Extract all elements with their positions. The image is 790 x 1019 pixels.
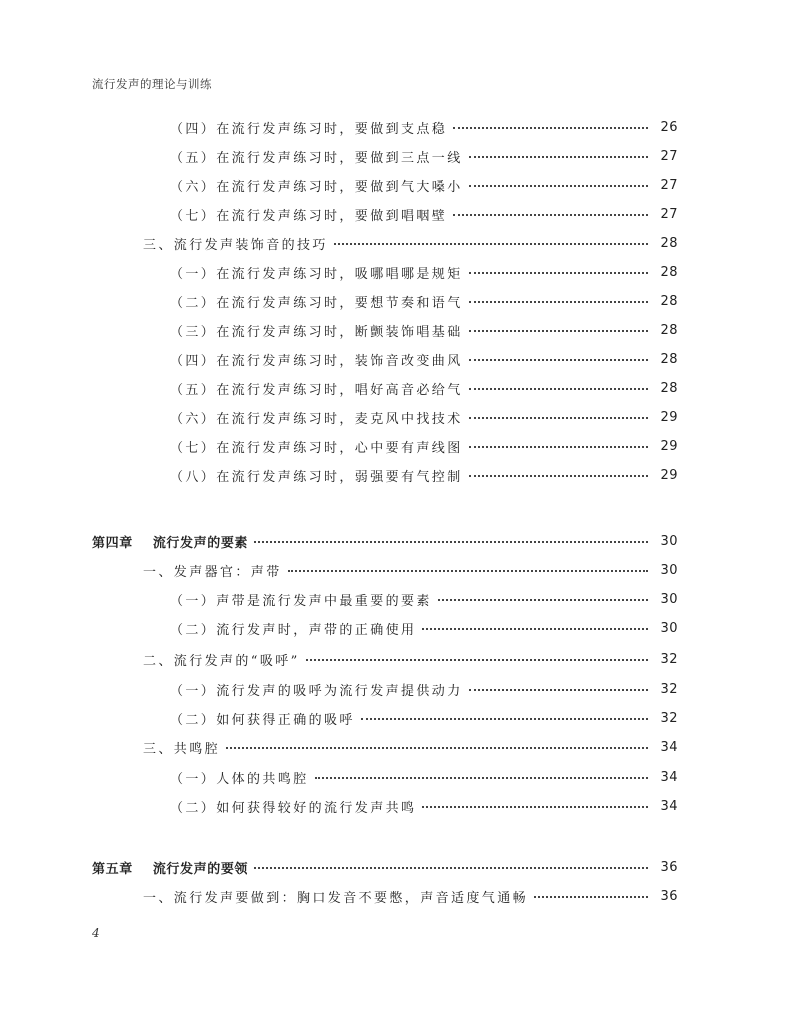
toc-entry-title: （一）人体的共鸣腔 (170, 771, 309, 787)
toc-page-number: 27 (660, 177, 678, 193)
toc-entry-title: （四）在流行发声练习时，装饰音改变曲风 (170, 353, 463, 369)
toc-section (143, 648, 678, 670)
toc-page-number: 30 (660, 533, 678, 549)
toc-entry-title: 三、流行发声装饰音的技巧 (143, 237, 328, 253)
toc-section (143, 885, 678, 907)
toc-subsection (170, 116, 678, 138)
toc-page-number: 32 (660, 651, 678, 667)
dot-leader (469, 359, 648, 361)
dot-leader (469, 301, 648, 303)
toc-page-number: 28 (660, 293, 678, 309)
dot-leader (334, 243, 648, 245)
toc-entry-title: （五）在流行发声练习时，要做到三点一线 (170, 150, 463, 166)
toc-page-number: 27 (660, 148, 678, 164)
toc-section (143, 232, 678, 254)
toc-subsection (170, 795, 678, 817)
toc-entry-title: （四）在流行发声练习时，要做到支点稳 (170, 121, 448, 137)
chapter-title: 流行发声的要素 (152, 535, 249, 551)
toc-subsection (170, 435, 678, 457)
toc-entry-title: 三、共鸣腔 (143, 741, 221, 757)
toc-subsection (170, 617, 678, 639)
toc-chapter (92, 856, 678, 878)
toc-entry-title: （七）在流行发声练习时，要做到唱咽壁 (170, 208, 448, 224)
dot-leader (226, 747, 648, 749)
toc-entry-title: （六）在流行发声练习时，要做到气大嗓小 (170, 179, 463, 195)
dot-leader (422, 628, 648, 630)
toc-page-number: 29 (660, 438, 678, 454)
toc-entry-title: 二、流行发声的“吸呼” (143, 653, 300, 669)
running-head: 流行发声的理论与训练 (92, 77, 212, 91)
dot-leader (469, 330, 648, 332)
toc-entry-title: （二）在流行发声练习时，要想节奏和语气 (170, 295, 463, 311)
toc-page-number: 29 (660, 409, 678, 425)
toc-chapter (92, 530, 678, 552)
page-number: 4 (92, 926, 100, 940)
dot-leader (315, 777, 648, 779)
toc-page-number: 27 (660, 206, 678, 222)
toc-subsection (170, 766, 678, 788)
toc-page-number: 34 (660, 769, 678, 785)
toc-entry-title: 一、发声器官：声带 (143, 564, 282, 580)
toc-page-number: 36 (660, 888, 678, 904)
toc-page-number: 30 (660, 620, 678, 636)
toc-entry-title: （一）声带是流行发声中最重要的要素 (170, 593, 432, 609)
dot-leader (469, 417, 648, 419)
toc-subsection (170, 203, 678, 225)
dot-leader (469, 156, 648, 158)
toc-subsection (170, 348, 678, 370)
dot-leader (438, 599, 648, 601)
toc-entry-title: （八）在流行发声练习时，弱强要有气控制 (170, 469, 463, 485)
dot-leader (453, 214, 648, 216)
toc-subsection (170, 319, 678, 341)
toc-page-number: 28 (660, 380, 678, 396)
dot-leader (469, 388, 648, 390)
dot-leader (534, 896, 648, 898)
dot-leader (469, 475, 648, 477)
toc-entry-title: 一、流行发声要做到：胸口发音不要憋，声音适度气通畅 (143, 890, 529, 906)
toc-section (143, 736, 678, 758)
toc-entry-title: （五）在流行发声练习时，唱好高音必给气 (170, 382, 463, 398)
toc-subsection (170, 678, 678, 700)
toc-page-number: 28 (660, 322, 678, 338)
toc-entry-title: （七）在流行发声练习时，心中要有声线图 (170, 440, 463, 456)
toc-page-number: 28 (660, 235, 678, 251)
chapter-title: 流行发声的要领 (152, 861, 249, 877)
dot-leader (469, 272, 648, 274)
toc-entry-title (92, 858, 248, 877)
toc-entry-title: （二）流行发声时，声带的正确使用 (170, 622, 417, 638)
toc-entry-title: （二）如何获得较好的流行发声共鸣 (170, 800, 417, 816)
chapter-number: 第五章 (92, 861, 133, 877)
toc-page-number: 29 (660, 467, 678, 483)
toc-subsection (170, 464, 678, 486)
toc-page-number: 34 (660, 798, 678, 814)
toc-subsection (170, 145, 678, 167)
toc-entry-title (92, 532, 248, 551)
toc-subsection (170, 377, 678, 399)
toc-page-number: 30 (660, 591, 678, 607)
toc-subsection (170, 174, 678, 196)
dot-leader (306, 659, 648, 661)
toc-page-number: 34 (660, 739, 678, 755)
dot-leader (254, 541, 648, 543)
dot-leader (469, 689, 648, 691)
toc-entry-title: （一）在流行发声练习时，吸哪唱哪是规矩 (170, 266, 463, 282)
toc-page-number: 30 (660, 562, 678, 578)
chapter-number: 第四章 (92, 535, 133, 551)
toc-subsection (170, 406, 678, 428)
toc-subsection (170, 707, 678, 729)
dot-leader (254, 867, 648, 869)
dot-leader (288, 570, 648, 572)
toc-page-number: 26 (660, 119, 678, 135)
toc-subsection (170, 261, 678, 283)
toc-entry-title: （二）如何获得正确的吸呼 (170, 712, 355, 728)
dot-leader (469, 446, 648, 448)
toc-subsection (170, 290, 678, 312)
dot-leader (469, 185, 648, 187)
toc-subsection (170, 588, 678, 610)
toc-page-number: 28 (660, 351, 678, 367)
dot-leader (361, 718, 648, 720)
toc-entry-title: （一）流行发声的吸呼为流行发声提供动力 (170, 683, 463, 699)
toc-page-number: 28 (660, 264, 678, 280)
toc-entry-title: （三）在流行发声练习时，断颤装饰唱基础 (170, 324, 463, 340)
toc-entry-title: （六）在流行发声练习时，麦克风中找技术 (170, 411, 463, 427)
dot-leader (453, 127, 648, 129)
toc-page-number: 36 (660, 859, 678, 875)
toc-page-number: 32 (660, 681, 678, 697)
toc-section (143, 559, 678, 581)
toc-page-number: 32 (660, 710, 678, 726)
dot-leader (422, 806, 648, 808)
